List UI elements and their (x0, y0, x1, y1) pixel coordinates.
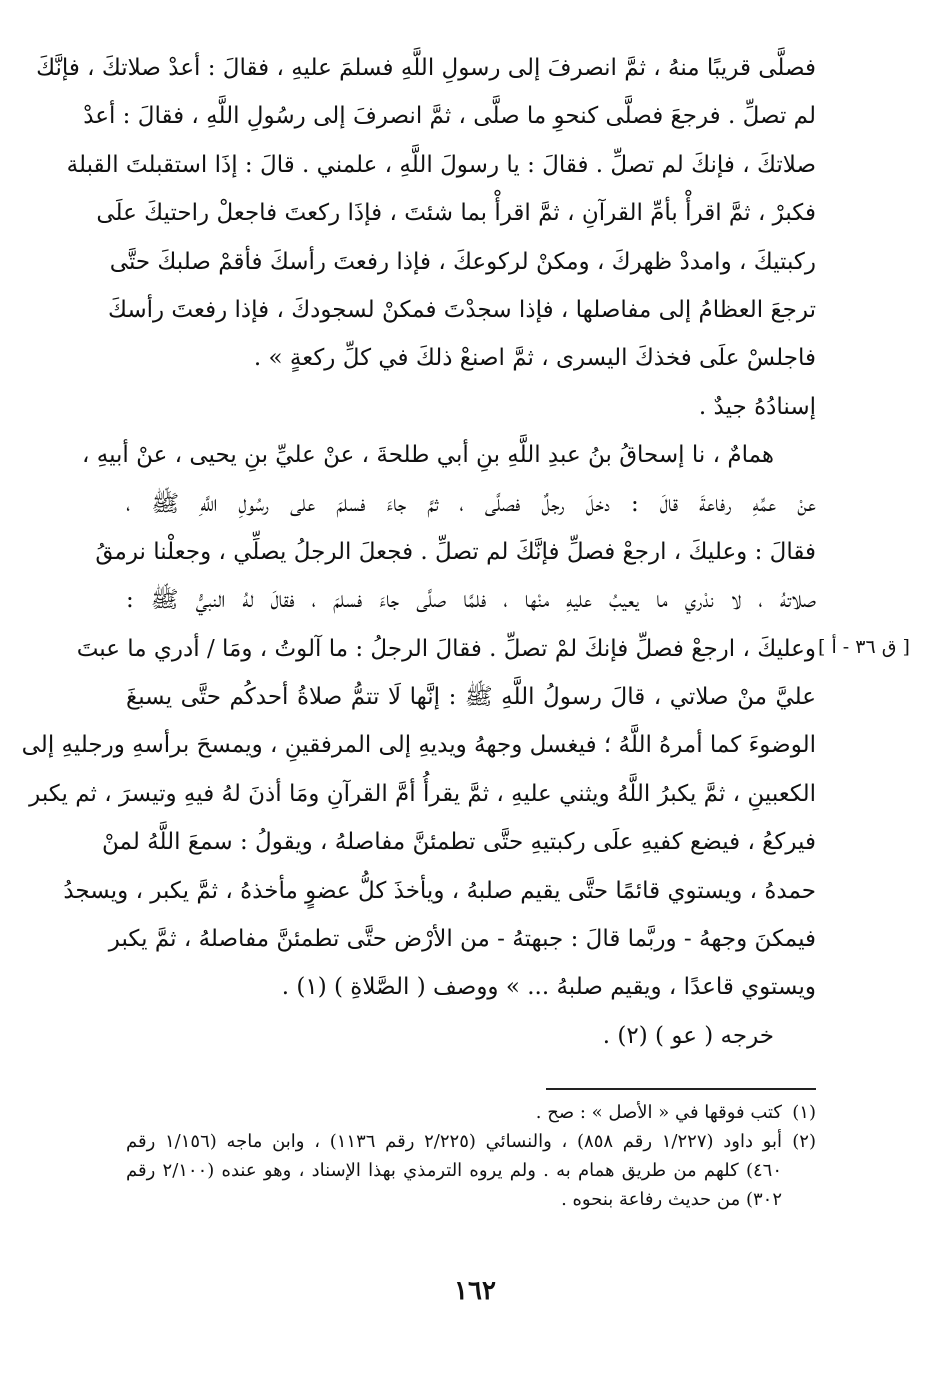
text-line: فصلَّى قريبًا منهُ ، ثمَّ انصرفَ إلى رسولِ اللَّهِ فسلمَ عليهِ ، فقالَ : أعدْ صلاتكَ ، فإنَّكَ (36, 55, 816, 81)
footnote-line: أبو داود (١/٢٢٧ رقم ٨٥٨) ، والنسائي (٢/٢٢٥ رقم ١١٣٦) ، وابن ماجه (١/١٥٦ رقم (126, 1131, 782, 1152)
footnotes (126, 1098, 816, 1214)
footnote-number: (١) (792, 1102, 816, 1123)
text-line: الوضوءَ كما أمرهُ اللَّهُ ؛ فيغسل وجههُ ويديهِ إلى المرفقينِ ، ويمسحَ برأسهِ ورجليهِ إلى (21, 732, 816, 759)
text-line: فقالَ : وعليكَ ، ارجعْ فصلِّ فإنَّكَ لم تصلِّ . فجعلَ الرجلُ يصلِّي ، وجعلْنا نرمقُ (95, 538, 816, 565)
text-line: همامٌ ، نا إسحاقُ بنُ عبدِ اللَّهِ بنِ أبي طلحةَ ، عنْ عليِّ بنِ يحيى ، عنْ أبيهِ ، (82, 442, 774, 469)
takhrij-line: خرجه ( عو ) (٢) . (602, 1022, 774, 1049)
text-line: صلاتهُ ، لا ندْري ما يعيبُ عليهِ منْها ، فلمَّا صلَّى جاءَ فسلمَ ، فقالَ لهُ النبيُّ ﷺ : (126, 587, 816, 614)
isnad-grade-line: إسنادُهُ جيدٌ . (698, 393, 816, 420)
text-line: لم تصلِّ . فرجعَ فصلَّى كنحوِ ما صلَّى ، ثمَّ انصرفَ إلى رسُولِ اللَّهِ ، فقالَ : أعدْ (83, 103, 816, 130)
manuscript-folio-marker: [ ق ٣٦ - أ ] (818, 636, 910, 658)
text-line: فيمكنَ وجههُ - وربَّما قالَ : جبهتهُ - من الأرْض حتَّى تطمئنَّ مفاصلهُ ، ثمَّ يكبر (108, 926, 816, 953)
footnote-body (126, 1127, 782, 1214)
footnote-divider (546, 1088, 816, 1090)
text-line: وعليكَ ، ارجعْ فصلِّ فإنكَ لمْ تصلِّ . فقالَ الرجلُ : ما آلوتُ ، ومَا / أدري ما عبتَ (76, 635, 816, 662)
text-line: عليَّ منْ صلاتي ، قالَ رسولُ اللَّهِ ﷺ : إنَّها لَا تتمُّ صلاةُ أحدكُم حتَّى يسبغَ (126, 684, 816, 711)
footnote-number: (٢) (792, 1131, 816, 1152)
footnote-item (126, 1127, 816, 1214)
footnote-item (126, 1098, 816, 1127)
footnote-body (126, 1098, 782, 1127)
text-line: الكعبينِ ، ثمَّ يكبرُ اللَّهُ ويثني عليهِ ، ثمَّ يقرأُ أمَّ القرآنِ ومَا أذنَ لهُ فيهِ وتيسرَ ، ثم يكبر (29, 780, 816, 807)
page-number: ١٦٢ (454, 1276, 496, 1306)
text-line: فاجلسْ علَى فخذكَ اليسرى ، ثمَّ اصنعْ ذلكَ في كلِّ ركعةٍ » . (253, 345, 816, 372)
main-text (21, 44, 816, 1060)
text-line: ويستوي قاعدًا ، ويقيم صلبهُ ... » ووصف ( الصَّلاةِ ) (١) . (281, 974, 816, 1001)
footnote-line: ٣٠٢) من حديث رفاعة بنحوه . (561, 1189, 782, 1210)
text-line: عنْ عمِّهِ رفاعةَ قالَ : دخلَ رجلٌ فصلَّى ، ثمَّ جاءَ فسلمَ على رسُولِ اللَّهِ ﷺ ، (126, 490, 816, 517)
text-line: فيركعُ ، فيضع كفيهِ علَى ركبتيهِ حتَّى تطمئنَّ مفاصلهُ ، ويقولُ : سمعَ اللَّهُ لمنْ (102, 829, 816, 856)
footnote-line: كتب فوقها في « الأصل » : صح . (535, 1102, 782, 1123)
footnote-line: ٤٦٠) كلهم من طريق همام به . ولم يروه الترمذي بهذا الإسناد ، وهو عنده (٢/١٠٠ رقم (126, 1160, 782, 1181)
text-line: صلاتكَ ، فإنكَ لم تصلِّ . فقالَ : يا رسولَ اللَّهِ ، علمني . قالَ : إذَا استقبلتَ القبلة (66, 151, 816, 178)
text-line: حمدهُ ، ويستوي قائمًا حتَّى يقيم صلبهُ ، ويأخذَ كلُّ عضوٍ مأخذهُ ، ثمَّ يكبر ، ويسجدُ (63, 877, 816, 904)
text-line: ترجعَ العظامُ إلى مفاصلها ، فإذا سجدْتَ فمكنْ لسجودكَ ، فإذا رفعتَ رأسكَ (107, 296, 816, 323)
text-line: ركبتيكَ ، وامددْ ظهركَ ، ومكنْ لركوعكَ ، فإذا رفعتَ رأسكَ فأقمْ صلبكَ حتَّى (109, 248, 816, 275)
text-line: فكبرْ ، ثمَّ اقرأْ بأمِّ القرآنِ ، ثمَّ اقرأْ بما شئتَ ، فإذَا ركعتَ فاجعلْ راحتيكَ علَى (96, 200, 816, 227)
